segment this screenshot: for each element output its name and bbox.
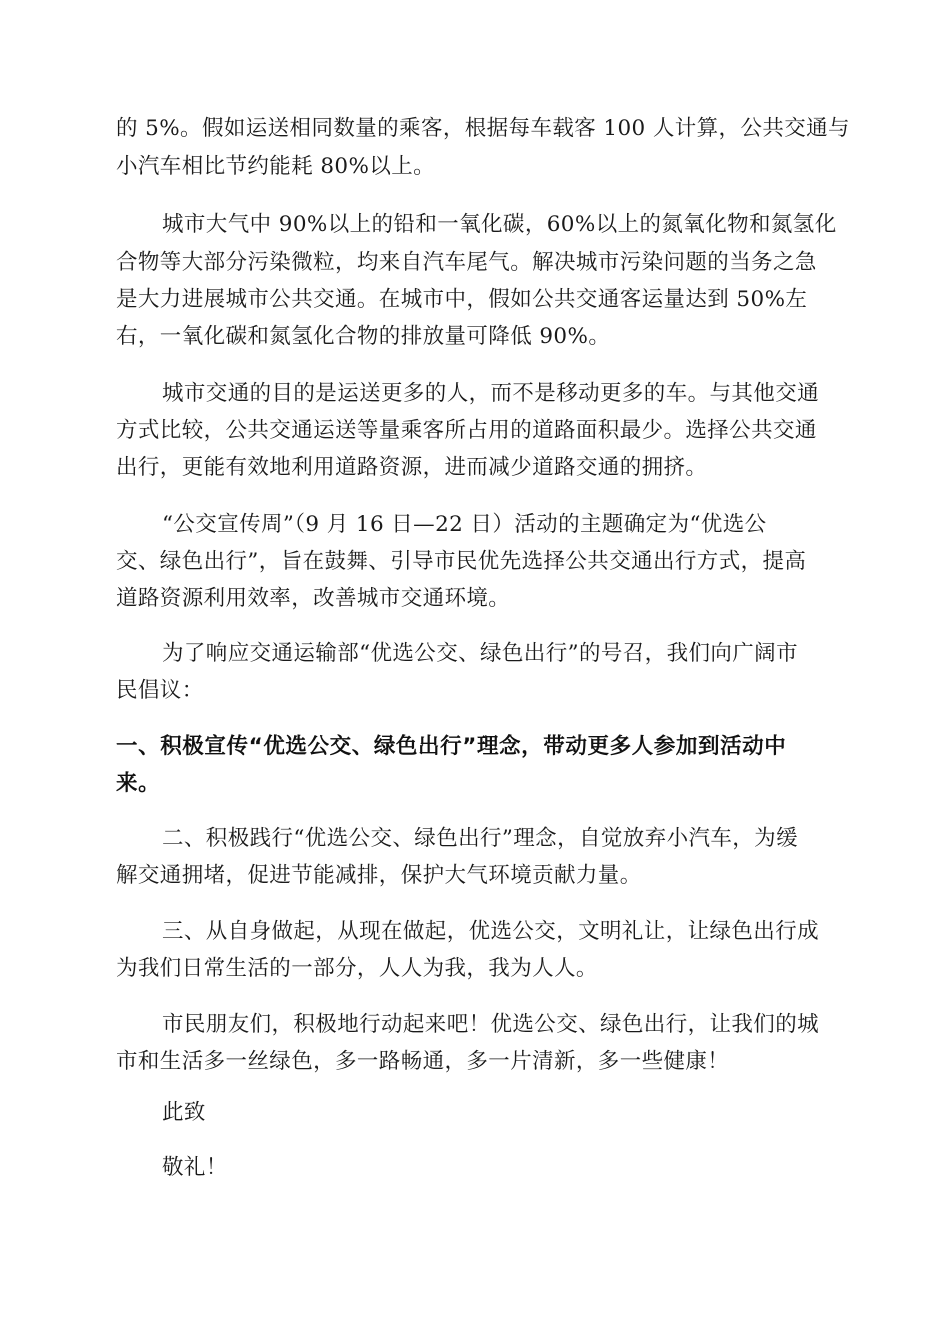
closing-line-2: 市和生活多一丝绿色，多一路畅通，多一片清新，多一些健康！ [116, 1049, 730, 1074]
closing-line-1: 市民朋友们，积极地行动起来吧！优选公交、绿色出行，让我们的城 [162, 1012, 820, 1037]
p1-line-2: 小汽车相比节约能耗 80%以上。 [116, 154, 436, 179]
proposal-3-line-2: 为我们日常生活的一部分，人人为我，我为人人。 [116, 956, 598, 981]
proposal-2-line-2: 解交通拥堵，促进节能减排，保护大气环境贡献力量。 [116, 863, 642, 888]
p2-line-1: 城市大气中 90%以上的铅和一氧化碳，60%以上的氮氧化物和氮氢化 [162, 212, 837, 237]
p2-line-4: 右，一氧化碳和氮氢化合物的排放量可降低 90%。 [116, 324, 611, 349]
p3-line-1: 城市交通的目的是运送更多的人，而不是移动更多的车。与其他交通 [162, 381, 820, 406]
p1-line-1: 的 5%。假如运送相同数量的乘客，根据每车载客 100 人计算，公共交通与 [116, 116, 850, 141]
salutation-cizhi: 此致 [162, 1100, 206, 1125]
p4-line-2: 交、绿色出行”，旨在鼓舞、引导市民优先选择公共交通出行方式，提高 [116, 549, 807, 574]
p4-line-1: “公交宣传周”（9 月 16 日—22 日）活动的主题确定为“优选公 [162, 512, 767, 537]
proposal-2-line-1: 二、积极践行“优选公交、绿色出行”理念，自觉放弃小汽车，为缓 [162, 826, 798, 851]
p3-line-2: 方式比较，公共交通运送等量乘客所占用的道路面积最少。选择公共交通 [116, 418, 817, 443]
p2-line-2: 合物等大部分污染微粒，均来自汽车尾气。解决城市污染问题的当务之急 [116, 250, 817, 275]
p4-line-3: 道路资源利用效率，改善城市交通环境。 [116, 586, 511, 611]
p5-line-1: 为了响应交通运输部“优选公交、绿色出行”的号召，我们向广阔市 [162, 641, 798, 666]
p3-line-3: 出行，更能有效地利用道路资源，进而减少道路交通的拥挤。 [116, 455, 708, 480]
salutation-jingli: 敬礼！ [162, 1155, 228, 1180]
proposal-1-line-2: 来。 [116, 771, 161, 796]
proposal-3-line-1: 三、从自身做起，从现在做起，优选公交，文明礼让，让绿色出行成 [162, 919, 820, 944]
proposal-1-line-1: 一、积极宣传“优选公交、绿色出行”理念，带动更多人参加到活动中 [116, 734, 787, 759]
p2-line-3: 是大力进展城市公共交通。在城市中，假如公共交通客运量达到 50%左 [116, 287, 808, 312]
p5-line-2: 民倡议： [116, 678, 204, 703]
